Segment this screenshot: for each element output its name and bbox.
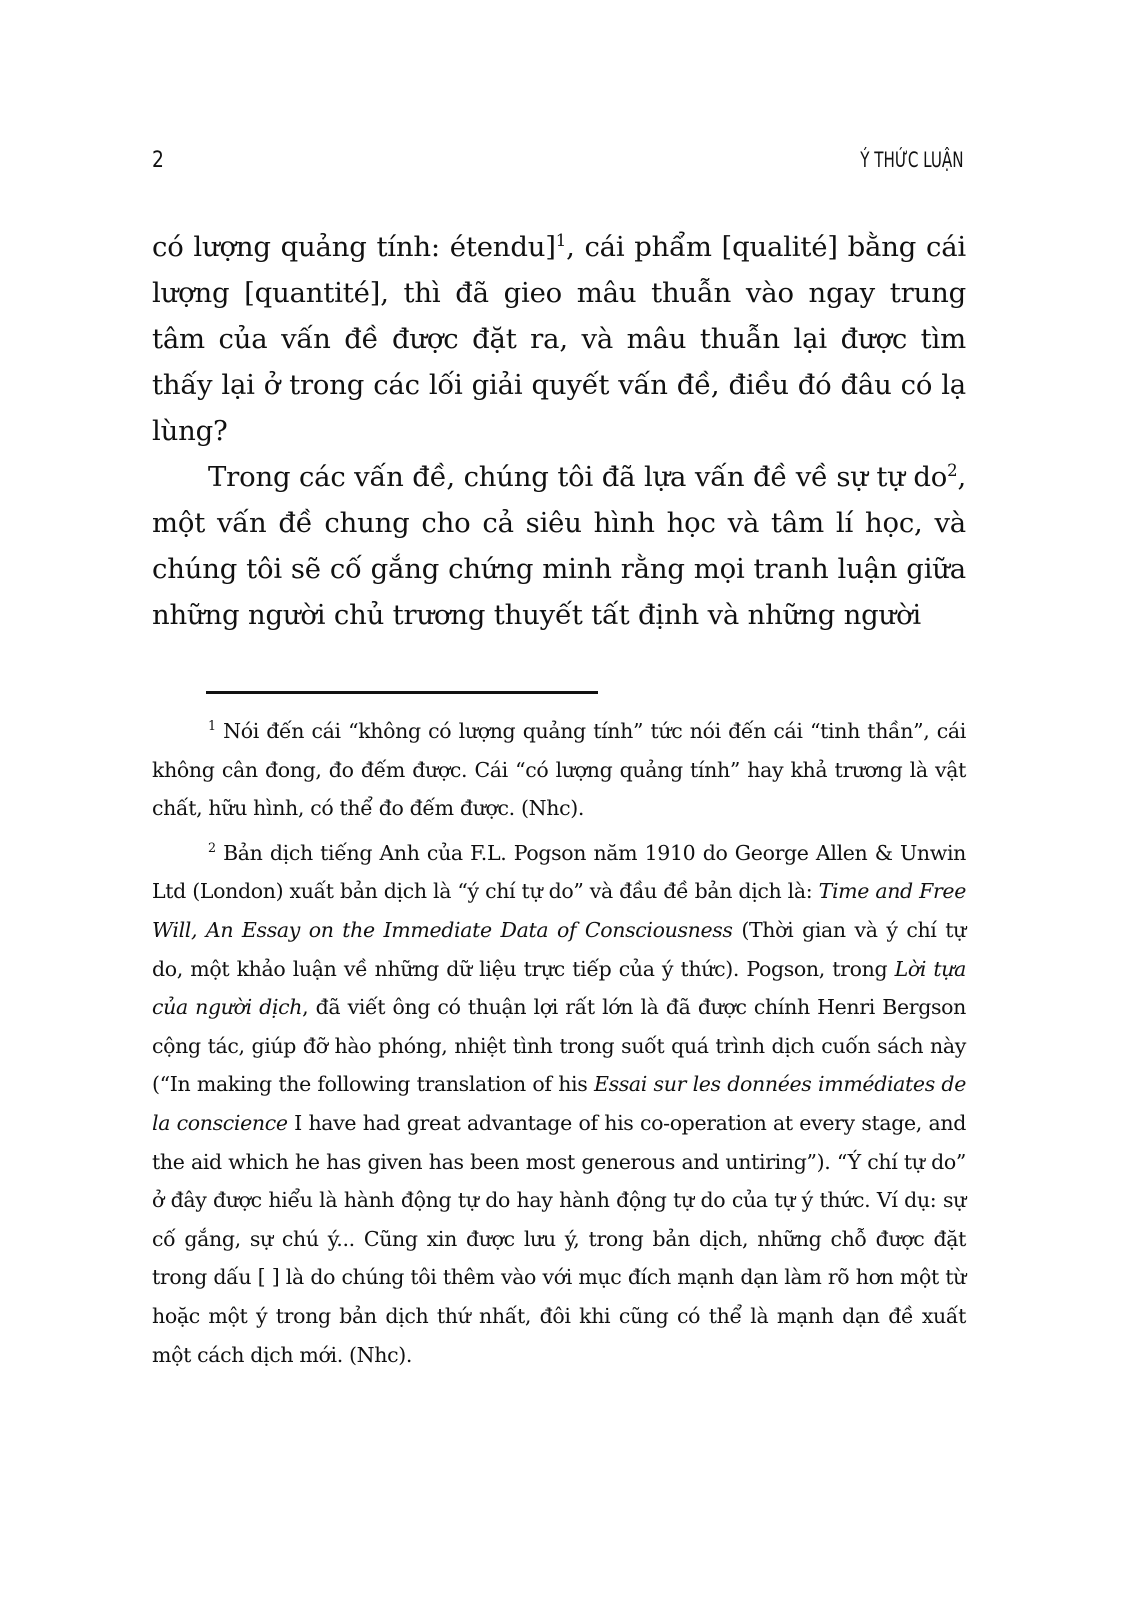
- footnote-text: Nói đến cái “không có lượng quảng tính” tức nói đến cái “tinh thần”, cái không cân đong, đo đếm được. Cái “có lượng quảng tính” hay khả trương là vật chất, hữu hình, có thể đo đếm được. (Nhc).: [152, 719, 966, 821]
- footnote-text: (Thời gian và ý chí tự do, một khảo luận về những dữ liệu trực tiếp của ý thức). Pogson, trong: [152, 917, 966, 981]
- paragraph-1: [152, 224, 966, 454]
- paragraph-2: [152, 454, 966, 638]
- footnote-number: 1: [208, 718, 216, 734]
- main-text: [152, 224, 966, 638]
- paragraph-1-text-end: , cái phẩm [qualité] bằng cái lượng [quantité], thì đã gieo mâu thuẫn vào ngay trung tâm của vấn đề được đặt ra, và mâu thuẫn lại được tìm thấy lại ở trong các lối giải quyết vấn đề, điều đó đâu có lạ lùng?: [152, 231, 966, 447]
- english-title: Time and Free Will, An Essay on the Immediate Data of Consciousness: [152, 879, 966, 942]
- footnote-separator: [206, 691, 598, 694]
- preface-title: Lời tựa của người dịch: [152, 956, 966, 1020]
- footnote-ref-1[interactable]: 1: [555, 230, 567, 250]
- footnote-text: , đã viết ông có thuận lợi rất lớn là đã được chính Henri Bergson cộng tác, giúp đỡ hào phóng, nhiệt tình trong suốt quá trình dịch cuốn sách này (“In making the following translation of his: [152, 995, 966, 1097]
- footnote-number: 2: [208, 839, 216, 855]
- page-number: 2: [152, 148, 164, 173]
- running-header: [152, 148, 964, 178]
- french-title: Essai sur les données immédiates de la conscience: [152, 1072, 966, 1135]
- paragraph-1-text-start: có lượng quảng tính: étendu]: [152, 231, 556, 263]
- running-title: Ý THỨC LUẬN: [860, 148, 964, 172]
- paragraph-2-text-end: , một vấn đề chung cho cả siêu hình học và tâm lí học, và chúng tôi sẽ cố gắng chứng minh rằng mọi tranh luận giữa những người chủ trương thuyết tất định và những người: [152, 461, 966, 631]
- footnote-2: [152, 834, 966, 1374]
- footnote-ref-2[interactable]: 2: [947, 460, 958, 480]
- footnote-text: Bản dịch tiếng Anh của F.L. Pogson năm 1910 do George Allen & Unwin Ltd (London) xuất bản dịch là “ý chí tự do” và đầu đề bản dịch là:: [152, 840, 967, 904]
- paragraph-2-text-start: Trong các vấn đề, chúng tôi đã lựa vấn đề về sự tự do: [208, 461, 948, 493]
- footnote-text: I have had great advantage of his co-operation at every stage, and the aid which he has given has been most generous and untiring”). “Ý chí tự do” ở đây được hiểu là hành động tự do hay hành động tự do của tự ý thức. Ví dụ: sự cố gắng, sự chú ý... Cũng xin được lưu ý, trong bản dịch, những chỗ được đặt trong dấu [ ] là do chúng tôi thêm vào với mục đích mạnh dạn làm rõ hơn một từ hoặc một ý trong bản dịch thứ nhất, đôi khi cũng có thể là mạnh dạn đề xuất một cách dịch mới. (Nhc).: [152, 1110, 966, 1367]
- footnotes: [152, 712, 966, 1380]
- footnote-1: [152, 712, 966, 828]
